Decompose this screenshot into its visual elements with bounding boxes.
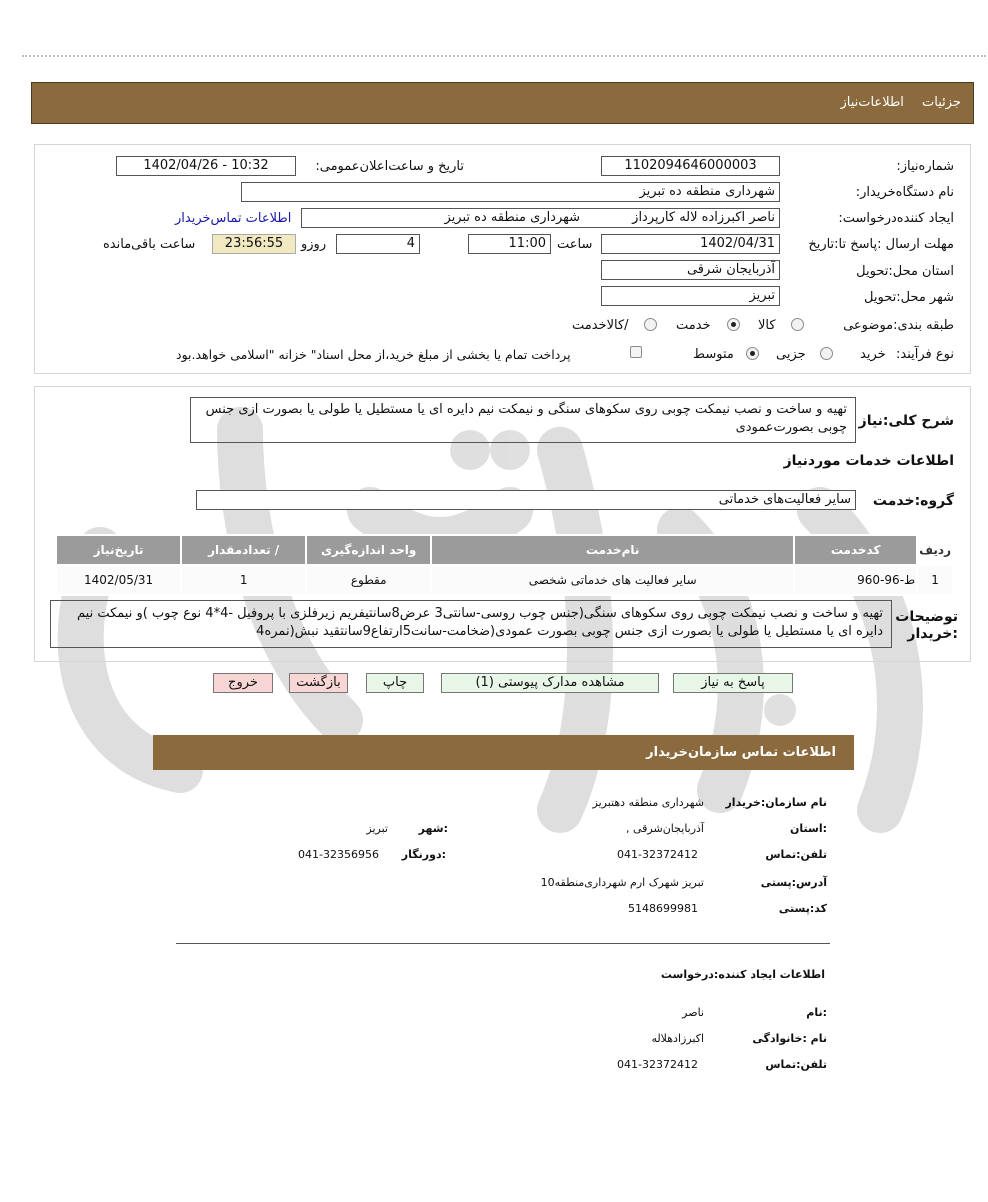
print-button[interactable]: چاپ [366, 673, 424, 693]
contact-phone-label: تلفن:تماس [765, 848, 827, 861]
need-info-panel [34, 144, 971, 374]
contact-title: اطلاعات تماس سازمان‌خریدار [646, 745, 836, 760]
tab-need-info[interactable]: اطلاعات‌نیاز [840, 95, 904, 110]
category-service-label: خدمت [676, 318, 711, 333]
city-field: تبریز [601, 286, 780, 306]
deadline-time-field: 11:00 [468, 234, 551, 254]
buyer-org-label: نام دستگاه‌خریدار: [855, 185, 954, 200]
cell-row-number: 1 [917, 565, 953, 595]
buyer-org-field: شهرداری منطقه ده تبریز [241, 182, 780, 202]
remaining-time-field: 23:56:55 [212, 234, 296, 254]
process-partial-label: جزیی [776, 347, 806, 362]
contact-buyer-link[interactable]: اطلاعات تماس‌خریدار [175, 211, 292, 226]
creator-phone-label: تلفن:تماس [765, 1058, 827, 1071]
process-partial-radio[interactable] [820, 347, 833, 360]
contact-phone-value: 041-32372412 [617, 848, 698, 861]
contact-fax-label: :دورنگار [401, 848, 446, 861]
category-label: طبقه بندی:موضوعی [843, 318, 954, 333]
category-service-radio[interactable] [727, 318, 740, 331]
announce-field: 1402/04/26 - 10:32 [116, 156, 296, 176]
process-buy-label: خرید [860, 347, 886, 362]
contact-header [153, 735, 854, 770]
services-table [55, 534, 954, 596]
contact-city-value: تبریز [366, 822, 388, 835]
province-label: استان محل:تحویل [856, 264, 954, 279]
need-number-label: شماره‌نیاز: [896, 159, 954, 174]
deadline-label: مهلت ارسال :پاسخ تا:تاریخ [808, 237, 954, 252]
contact-postal-value: 5148699981 [628, 902, 698, 915]
days-field: 4 [336, 234, 420, 254]
deadline-time-label: ساعت [557, 237, 593, 252]
announce-label: تاریخ و ساعت‌اعلان‌عمومی: [315, 159, 464, 174]
page-header [31, 82, 974, 124]
contact-address-value: تبریز شهرک ارم شهرداری‌منطقه10 [540, 876, 704, 889]
process-medium-label: متوسط [693, 347, 734, 362]
creator-name-value: ناصر [682, 1006, 704, 1019]
contact-fax-value: 041-32356956 [298, 848, 379, 861]
exit-button[interactable]: خروج [213, 673, 273, 693]
group-label: گروه:خدمت [872, 493, 954, 509]
payment-note: پرداخت تمام یا بخشی از مبلغ خرید،از محل اسناد" خزانه "اسلامی خواهد.بود [176, 347, 571, 362]
remaining-label: ساعت باقی‌مانده [103, 237, 196, 252]
buyer-notes-text: تهیه و ساخت و نصب نیمکت چوبی روی سکوهای سنگی(جنس چوب روسی-سانتی3 عرض8سانتیفریم زیرفلزی با پروفیل -4*4 نوع چوب )و نیمکت نیم دایره ای یا مستطیل یا طولی یا بصورت ازی جنس چوبی بصورت عمودی(ضخامت-سانت5ارتفاع9سانتقید نبش(نمره4 [50, 600, 892, 648]
services-title: اطلاعات خدمات موردنیاز [783, 453, 954, 469]
group-field: سایر فعالیت‌های خدماتی [196, 490, 856, 510]
contact-city-label: :شهر [418, 822, 448, 835]
creator-family-label: نام :خانوادگی [752, 1032, 827, 1045]
table-header-row [56, 535, 953, 565]
creator-org: شهرداری منطقه ده تبریز [444, 210, 581, 225]
creator-phone-value: 041-32372412 [617, 1058, 698, 1071]
need-number-field: 1102094646000003 [601, 156, 780, 176]
creator-family-value: اکبرزادهلاله [651, 1032, 704, 1045]
table-row [56, 565, 953, 595]
creator-label: ایجاد کننده‌درخواست: [838, 211, 954, 226]
creator-name-label: :نام [806, 1006, 827, 1019]
creator-info-title: اطلاعات ایجاد کننده:درخواست [660, 968, 825, 981]
category-goods-service-radio[interactable] [644, 318, 657, 331]
days-label: روزو [301, 237, 327, 252]
top-divider [22, 55, 986, 57]
col-row-number: ردیف [917, 535, 953, 565]
col-unit: واحد اندازه‌گیری [306, 535, 431, 565]
treasury-payment-checkbox[interactable] [630, 346, 642, 358]
attachments-button[interactable]: مشاهده مدارک پیوستی (1) [441, 673, 659, 693]
reply-button[interactable]: پاسخ به نیاز [673, 673, 793, 693]
province-field: آذربایجان شرقی [601, 260, 780, 280]
cell-service-name: سایر فعالیت های خدماتی شخصی [431, 565, 794, 595]
contact-province-label: :استان [790, 822, 827, 835]
contact-org-label: نام سازمان:خریدار [725, 796, 827, 809]
summary-label: شرح کلی:نیاز [858, 413, 954, 429]
contact-org-value: شهرداری منطقه دهتبریز [592, 796, 704, 809]
creator-field [301, 208, 780, 228]
contact-province-value: آذربایجان‌شرقی , [626, 822, 704, 835]
back-button[interactable]: بازگشت [289, 673, 348, 693]
city-label: شهر محل:تحویل [864, 290, 954, 305]
tab-details[interactable]: جزئیات [922, 95, 961, 110]
deadline-date-field: 1402/04/31 [601, 234, 780, 254]
summary-text: تهیه و ساخت و نصب نیمکت چوبی روی سکوهای سنگی و نیمکت نیم دایره ای یا مستطیل یا طولی یا بصورت ازی جنس چوبی بصورت‌عمودی [190, 397, 856, 443]
cell-service-code: ط-96-960 [794, 565, 917, 595]
category-goods-radio[interactable] [791, 318, 804, 331]
process-label: نوع فرآیند: [896, 347, 954, 362]
col-need-date: تاریخ‌نیاز [56, 535, 181, 565]
contact-postal-label: کد:پستی [778, 902, 827, 915]
cell-need-date: 1402/05/31 [56, 565, 181, 595]
category-goods-label: کالا [758, 318, 776, 333]
contact-address-label: آدرس:پستی [760, 876, 827, 889]
col-service-code: کدخدمت [794, 535, 917, 565]
col-service-name: نام‌خدمت [431, 535, 794, 565]
buyer-notes-label: توضیحات :خریدار [895, 609, 958, 642]
col-quantity: / تعدادمقدار [181, 535, 306, 565]
cell-unit: مقطوع [306, 565, 431, 595]
contact-divider [176, 943, 830, 944]
process-medium-radio[interactable] [746, 347, 759, 360]
category-goods-service-label: /کالاخدمت [572, 318, 629, 333]
cell-quantity: 1 [181, 565, 306, 595]
creator-name: ناصر اکبرزاده لاله کارپرداز [632, 210, 775, 225]
